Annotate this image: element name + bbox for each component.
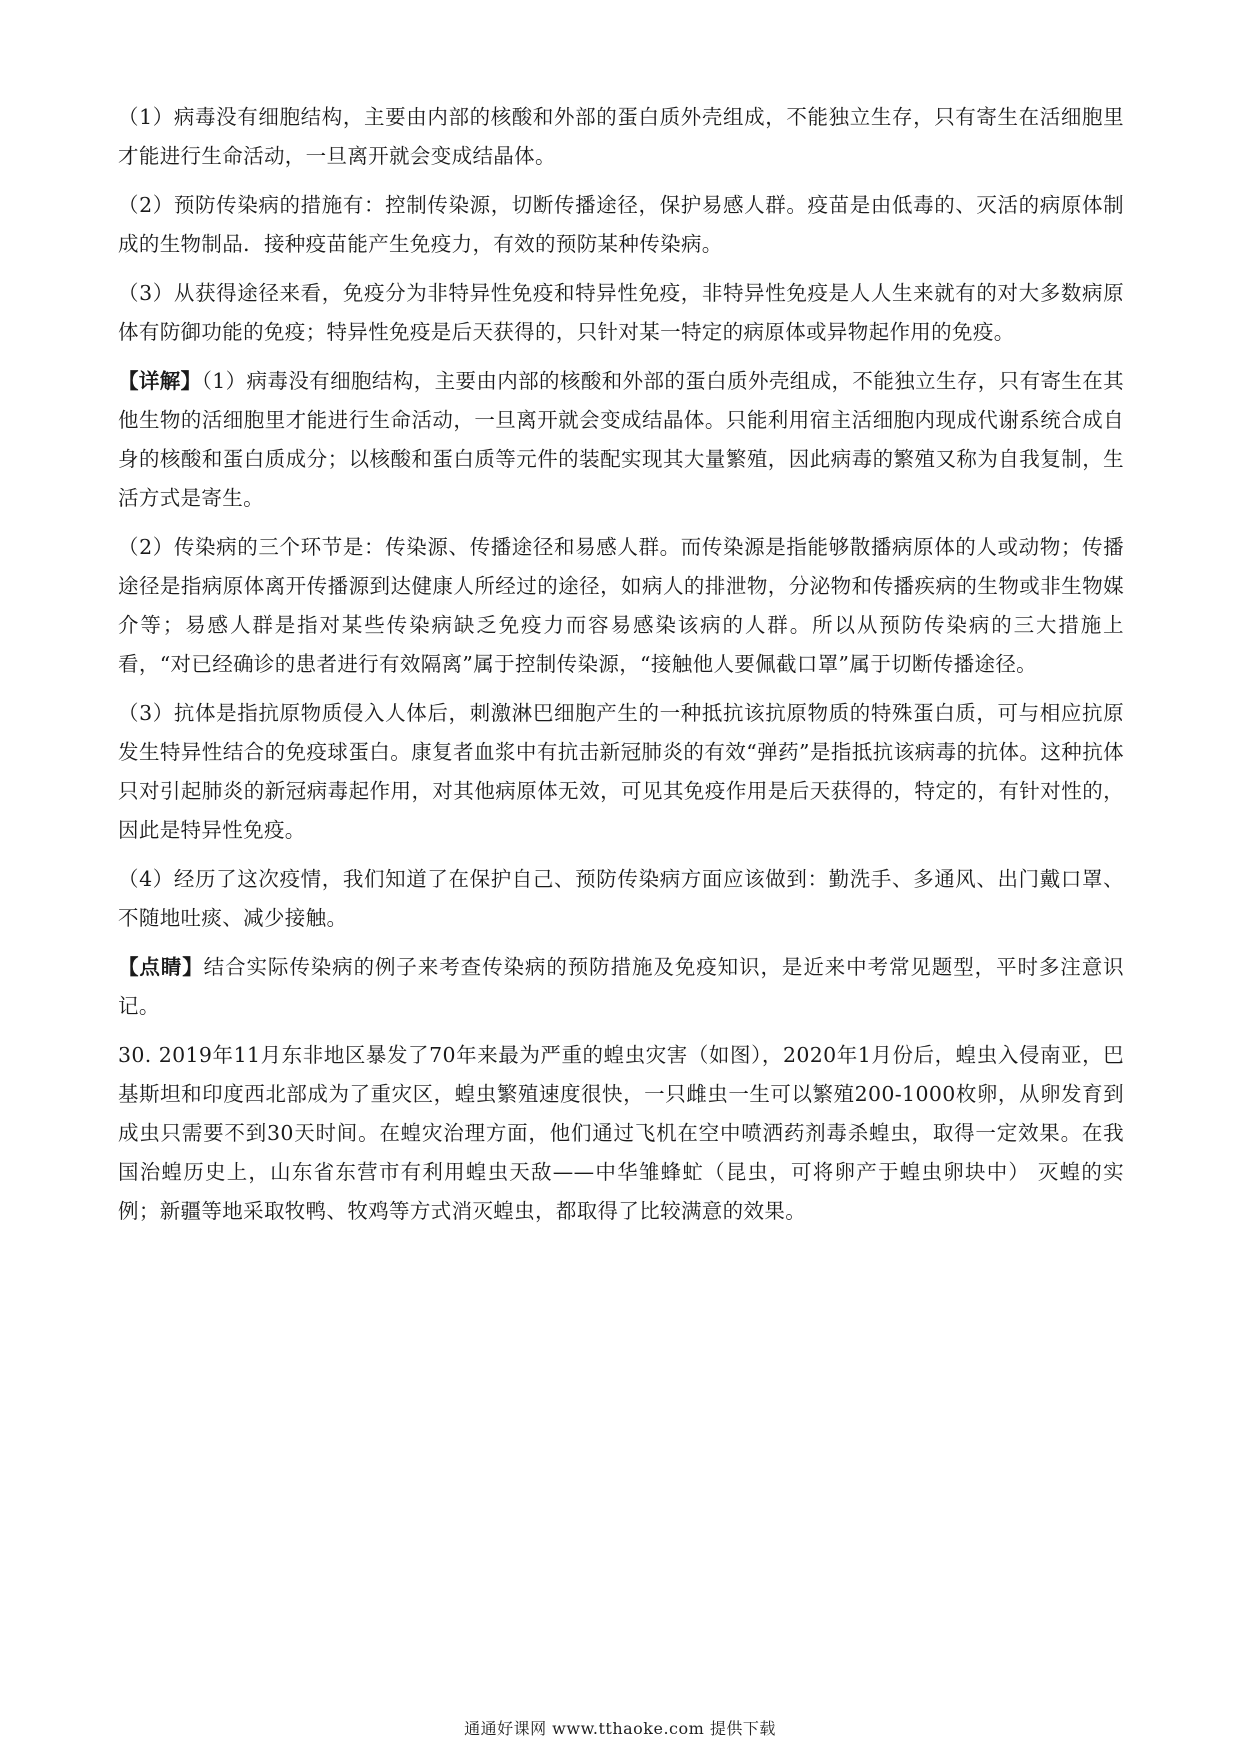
paragraph-tag: 【点睛】	[118, 955, 204, 979]
paragraph-text: （4）经历了这次疫情，我们知道了在保护自己、预防传染病方面应该做到：勤洗手、多通风、出门戴口罩、不随地吐痰、减少接触。	[118, 867, 1124, 930]
paragraph-analysis-3	[118, 274, 1124, 352]
paragraph-question-30	[118, 1036, 1124, 1231]
paragraph-analysis-1	[118, 98, 1124, 176]
paragraph-detail-4	[118, 860, 1124, 938]
paragraph-text: （1）病毒没有细胞结构，主要由内部的核酸和外部的蛋白质外壳组成，不能独立生存，只有寄生在活细胞里才能进行生命活动，一旦离开就会变成结晶体。	[118, 105, 1124, 168]
document-body	[118, 98, 1124, 1241]
paragraph-text: （3）从获得途径来看，免疫分为非特异性免疫和特异性免疫，非特异性免疫是人人生来就有的对大多数病原体有防御功能的免疫；特异性免疫是后天获得的，只针对某一特定的病原体或异物起作用的免疫。	[118, 281, 1124, 344]
paragraph-text: （1）病毒没有细胞结构，主要由内部的核酸和外部的蛋白质外壳组成，不能独立生存，只有寄生在其他生物的活细胞里才能进行生命活动，一旦离开就会变成结晶体。只能利用宿主活细胞内现成代谢系统合成自身的核酸和蛋白质成分；以核酸和蛋白质等元件的装配实现其大量繁殖，因此病毒的繁殖又称为自我复制，生活方式是寄生。	[118, 369, 1124, 510]
paragraph-tag: 【详解】	[118, 369, 202, 393]
paragraph-comment	[118, 948, 1124, 1026]
paragraph-text: 结合实际传染病的例子来考查传染病的预防措施及免疫知识，是近来中考常见题型，平时多注意识记。	[118, 955, 1124, 1018]
paragraph-detail-1	[118, 362, 1124, 518]
paragraph-text: 30. 2019年11月东非地区暴发了70年来最为严重的蝗虫灾害（如图），2020年1月份后，蝗虫入侵南亚，巴基斯坦和印度西北部成为了重灾区，蝗虫繁殖速度很快，一只雌虫一生可以繁殖200-1000枚卵，从卵发育到成虫只需要不到30天时间。在蝗灾治理方面，他们通过飞机在空中喷洒药剂毒杀蝗虫，取得一定效果。在我国治蝗历史上，山东省东营市有利用蝗虫天敌——中华雏蜂虻（昆虫，可将卵产于蝗虫卵块中） 灭蝗的实例；新疆等地采取牧鸭、牧鸡等方式消灭蝗虫，都取得了比较满意的效果。	[118, 1043, 1124, 1223]
page-footer: 通通好课网 www.tthaoke.com 提供下载	[464, 1719, 776, 1738]
paragraph-text: （2）传染病的三个环节是：传染源、传播途径和易感人群。而传染源是指能够散播病原体的人或动物；传播途径是指病原体离开传播源到达健康人所经过的途径，如病人的排泄物，分泌物和传播疾病的生物或非生物媒介等；易感人群是指对某些传染病缺乏免疫力而容易感染该病的人群。所以从预防传染病的三大措施上看，“对已经确诊的患者进行有效隔离”属于控制传染源，“接触他人要佩截口罩”属于切断传播途径。	[118, 535, 1124, 676]
paragraph-text: （2）预防传染病的措施有：控制传染源，切断传播途径，保护易感人群。疫苗是由低毒的、灭活的病原体制成的生物制品．接种疫苗能产生免疫力，有效的预防某种传染病。	[118, 193, 1124, 256]
paragraph-detail-3	[118, 694, 1124, 850]
paragraph-text: （3）抗体是指抗原物质侵入人体后，刺激淋巴细胞产生的一种抵抗该抗原物质的特殊蛋白质，可与相应抗原发生特异性结合的免疫球蛋白。康复者血浆中有抗击新冠肺炎的有效“弹药”是指抵抗该病毒的抗体。这种抗体只对引起肺炎的新冠病毒起作用，对其他病原体无效，可见其免疫作用是后天获得的，特定的，有针对性的，因此是特异性免疫。	[118, 701, 1124, 842]
paragraph-analysis-2	[118, 186, 1124, 264]
paragraph-detail-2	[118, 528, 1124, 684]
